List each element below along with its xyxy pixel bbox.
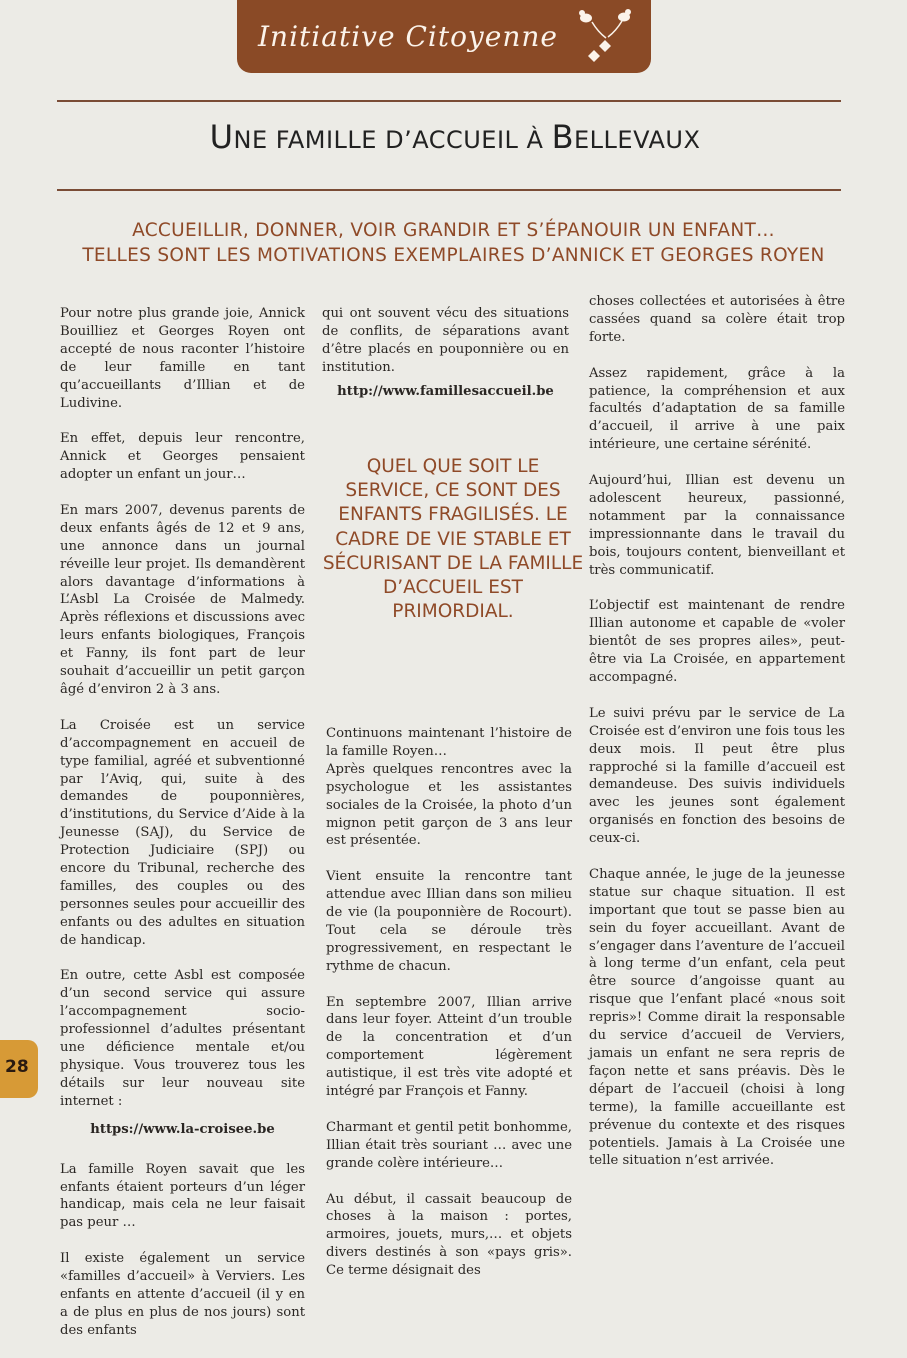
column-2-bottom [326, 725, 572, 1298]
column-3 [589, 293, 845, 1188]
paragraph: qui ont souvent vécu des situations de conflits, de séparations avant d’être placés en pouponnière ou en institution. [322, 306, 569, 375]
paragraph: Il existe également un service «familles d’accueil» à Verviers. Les enfants en attente d’accueil (il y en a de plus en plus de nos jours) sont des enfants [60, 1251, 305, 1338]
paragraph: Le suivi prévu par le service de La Croisée est d’environ une fois tous les deux mois. Il peut être plus rapproché si la famille d’accueil est demandeuse. Des suivis individuels avec les jeunes sont également organisés en fonction des besoins de ceux-ci. [589, 705, 845, 847]
paragraph: La Croisée est un service d’accompagnement en accueil de type familial, agréé et subventionné par l’Aviq, qui, suite à des demandes de pouponnières, d’institutions, du Service d’Aide à la Jeunesse (SAJ), du Service de Protection Judiciaire (SPJ) ou encore du Tribunal, recherche des familles, des couples ou des personnes seules pour accueillir des enfants ou des adultes en situation de handicap. [60, 717, 305, 948]
paragraph: Charmant et gentil petit bonhomme, Illian était très souriant … avec une grande colère intérieure… [326, 1119, 572, 1171]
paragraph: Assez rapidement, grâce à la patience, la compréhension et aux facultés d’adaptation de sa famille d’accueil, il arrive à une paix intérieure, une certaine sérénité. [589, 365, 845, 453]
paragraph: Aujourd’hui, Illian est devenu un adolescent heureux, passionné, notamment par la connaissance impressionnante dans le travail du bois, toujours content, bienveillant et très communicatif. [589, 473, 845, 578]
pull-quote: QUEL QUE SOIT LE SERVICE, CE SONT DES ENFANTS FRAGILISÉS. LE CADRE DE VIE STABLE ET SÉCURISANT DE LA FAMILLE D’ACCUEIL EST PRIMORDIAL. [322, 456, 584, 623]
article-subtitle [40, 218, 867, 268]
paragraph: En effet, depuis leur rencontre, Annick et Georges pensaient adopter un enfant un jour… [60, 431, 305, 483]
paragraph: En outre, cette Asbl est composée d’un second service qui assure l’accompagnement socio-professionnel d’adultes présentant une déficience mentale et/ou physique. Vous trouverez tous les détails sur leur nouveau site internet : [60, 968, 305, 1109]
paragraph: Vient ensuite la rencontre tant attendue avec Illian dans son milieu de vie (la pouponnière de Rocourt). Tout cela se déroule très progressivement, en respectant le rythme de chacun. [326, 869, 572, 974]
subtitle-line-1: ACCUEILLIR, DONNER, VOIR GRANDIR ET S’ÉPANOUIR UN ENFANT… [132, 220, 775, 241]
familles-accueil-url[interactable]: http://www.famillesaccueil.be [337, 383, 554, 399]
la-croisee-url[interactable]: https://www.la-croisee.be [90, 1121, 275, 1137]
paragraph: En septembre 2007, Illian arrive dans leur foyer. Atteint d’un trouble de la concentration et d’un comportement légèrement autistique, il est très vite adopté et intégré par François et Fanny. [326, 994, 572, 1100]
paragraph: Chaque année, le juge de la jeunesse statue sur chaque situation. Il est important que tout se passe bien au sein du foyer accueillant. Avant de s’engager dans l’aventure de l’accueil à long terme d’un enfant, cela peut être source d’angoisse quant au risque que l’enfant placé «nous soit repris»! Comme dirait la responsable du service d’accueil de Verviers, jamais un enfant ne sera repris de façon nette et sans préavis. Dès le départ de l’accueil (choisi à long terme), la famille accueillante est prévenue du contexte et des risques potentiels. Jamais à La Croisée une telle situation n’est arrivée. [589, 866, 845, 1169]
paragraph: Continuons maintenant l’histoire de la famille Royen… Après quelques rencontres avec la psychologue et les assistantes sociales de la Croisée, la photo d’un mignon petit garçon de 3 ans leur est présentée. [326, 726, 572, 849]
page-number: 28 [5, 1057, 29, 1077]
paragraph: choses collectées et autorisées à être cassées quand sa colère était trop forte. [589, 294, 845, 345]
section-title: Initiative Citoyenne [258, 20, 558, 53]
paragraph: Pour notre plus grande joie, Annick Bouilliez et Georges Royen ont accepté de nous raconter l’histoire de leur famille en tant qu’accueillants d’Illian et de Ludivine. [60, 306, 305, 411]
paragraph: La famille Royen savait que les enfants étaient porteurs d’un léger handicap, mais cela ne leur faisait pas peur … [60, 1161, 305, 1231]
title-bottom-rule [57, 189, 841, 191]
paragraph: L’objectif est maintenant de rendre Illian autonome et capable de «voler bientôt de ses propres ailes», peut-être via La Croisée, en appartement accompagné. [589, 598, 845, 685]
birds-icon [572, 4, 642, 64]
subtitle-line-2: TELLES SONT LES MOTIVATIONS EXEMPLAIRES D’ANNICK ET GEORGES ROYEN [82, 245, 825, 266]
column-1 [60, 305, 305, 1358]
paragraph: Au début, il cassait beaucoup de choses à la maison : portes, armoires, jouets, murs,… et objets divers destinés à son «pays gris». Ce terme désignait des [326, 1191, 572, 1279]
paragraph: En mars 2007, devenus parents de deux enfants âgés de 12 et 9 ans, une annonce dans un journal réveille leur projet. Ils demandèrent alors davantage d’informations à L’Asbl La Croisée de Malmedy. Après réflexions et discussions avec leurs enfants biologiques, François et Fanny, ils font part de leur souhait d’accueillir un petit garçon âgé d’environ 2 à 3 ans. [60, 502, 305, 697]
title-top-rule [57, 100, 841, 102]
column-2-top [322, 305, 569, 418]
page-title: UNE FAMILLE D’ACCUEIL À BELLEVAUX [209, 118, 701, 156]
